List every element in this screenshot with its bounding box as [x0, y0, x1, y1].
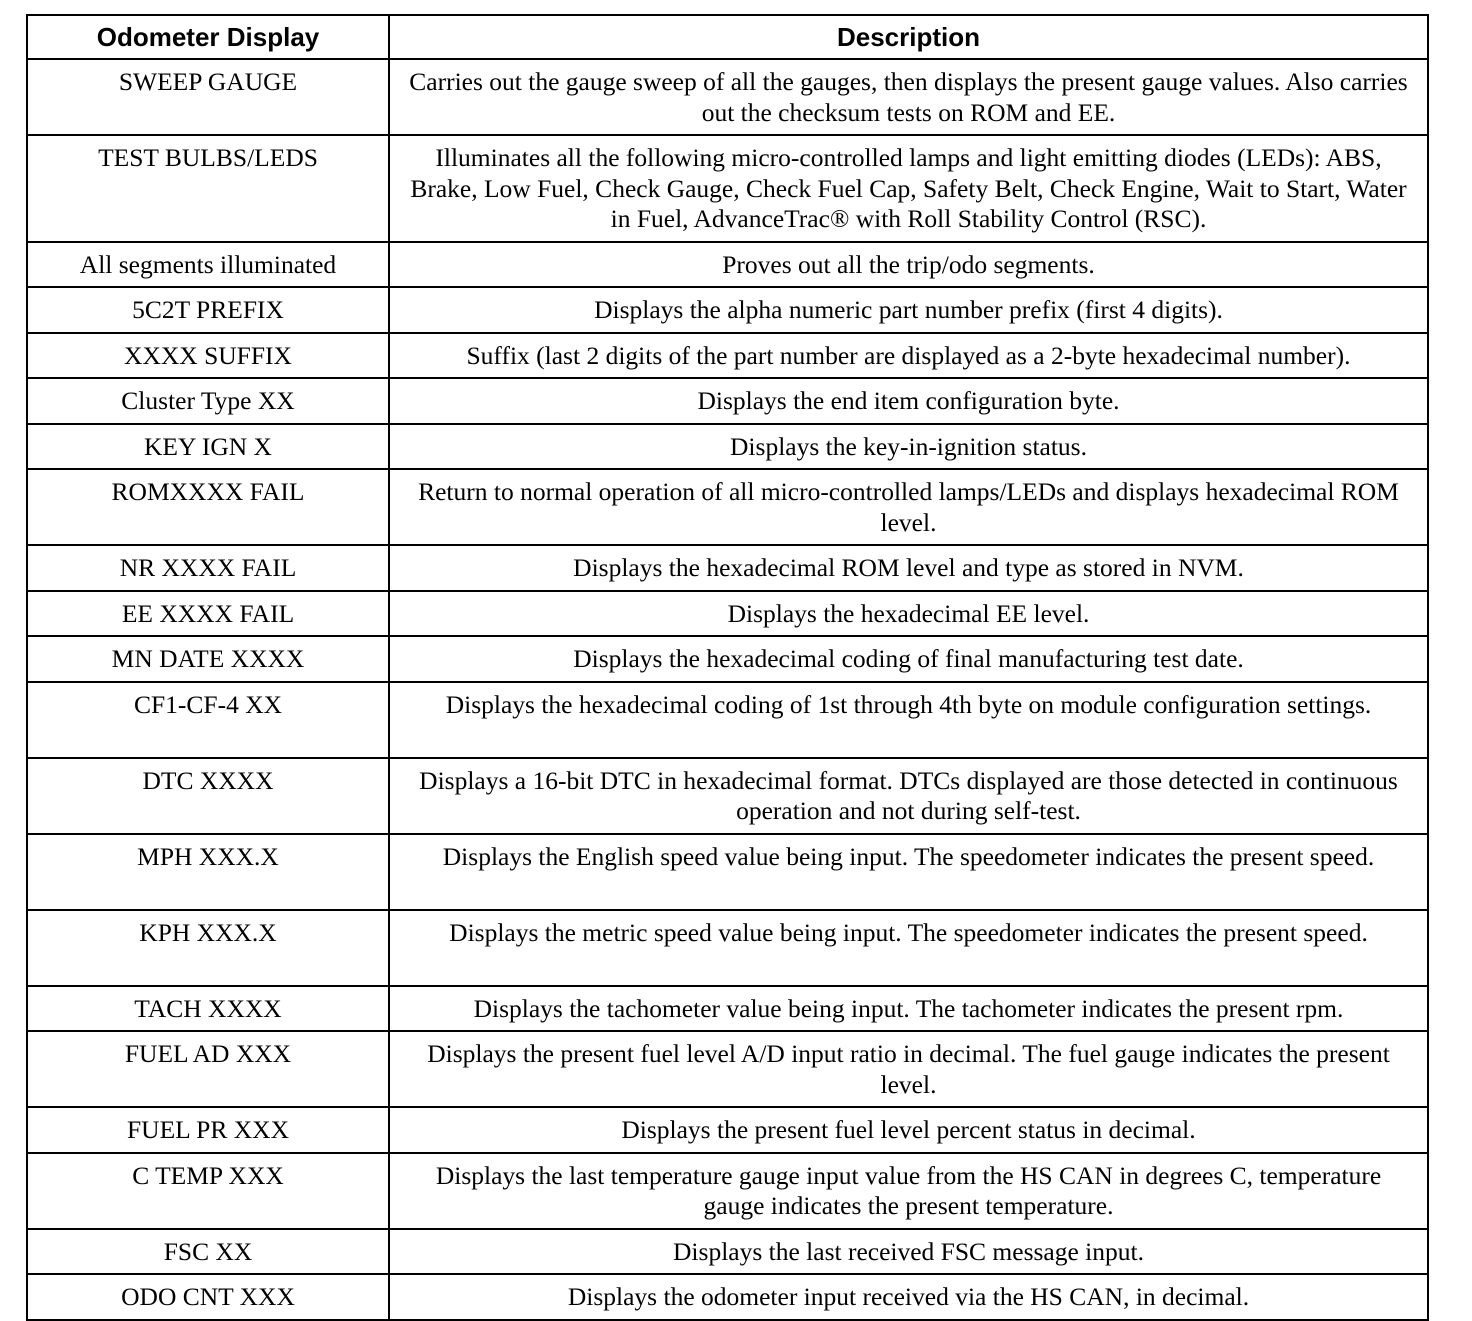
odometer-table-container: [26, 14, 1427, 1321]
odometer-display-cell: MN DATE XXXX: [27, 636, 389, 682]
odometer-display-cell: TEST BULBS/LEDS: [27, 135, 389, 242]
table-row: [27, 333, 1428, 379]
description-cell: Displays the English speed value being input. The speedometer indicates the present speed.: [389, 834, 1428, 910]
description-cell: Displays the hexadecimal coding of final manufacturing test date.: [389, 636, 1428, 682]
odometer-display-cell: FSC XX: [27, 1229, 389, 1275]
odometer-display-cell: EE XXXX FAIL: [27, 591, 389, 637]
description-cell: Displays the last temperature gauge input value from the HS CAN in degrees C, temperature gauge indicates the present temperature.: [389, 1153, 1428, 1229]
odometer-display-cell: 5C2T PREFIX: [27, 287, 389, 333]
table-row: [27, 242, 1428, 288]
table-row: [27, 1274, 1428, 1320]
description-cell: Displays the present fuel level percent status in decimal.: [389, 1107, 1428, 1153]
table-row: [27, 135, 1428, 242]
description-cell: Displays the tachometer value being input. The tachometer indicates the present rpm.: [389, 986, 1428, 1032]
odometer-display-cell: KPH XXX.X: [27, 910, 389, 986]
description-cell: Displays the hexadecimal EE level.: [389, 591, 1428, 637]
table-row: [27, 424, 1428, 470]
description-cell: Displays the metric speed value being input. The speedometer indicates the present speed.: [389, 910, 1428, 986]
odometer-display-cell: C TEMP XXX: [27, 1153, 389, 1229]
table-row: [27, 545, 1428, 591]
table-row: [27, 591, 1428, 637]
table-row: [27, 682, 1428, 758]
table-row: [27, 1031, 1428, 1107]
description-cell: Displays the key-in-ignition status.: [389, 424, 1428, 470]
table-row: [27, 986, 1428, 1032]
description-cell: Displays the end item configuration byte.: [389, 378, 1428, 424]
odometer-display-table: [26, 14, 1429, 1321]
description-cell: Illuminates all the following micro-controlled lamps and light emitting diodes (LEDs): ABS, Brake, Low Fuel, Check Gauge, Check Fuel Cap, Safety Belt, Check Engine, Wait to Start, Water in Fuel, AdvanceTrac® with Roll Stability Control (RSC).: [389, 135, 1428, 242]
description-cell: Displays the hexadecimal ROM level and type as stored in NVM.: [389, 545, 1428, 591]
odometer-display-cell: All segments illuminated: [27, 242, 389, 288]
odometer-display-cell: FUEL PR XXX: [27, 1107, 389, 1153]
odometer-display-cell: CF1-CF-4 XX: [27, 682, 389, 758]
description-cell: Displays the odometer input received via the HS CAN, in decimal.: [389, 1274, 1428, 1320]
description-cell: Return to normal operation of all micro-controlled lamps/LEDs and displays hexadecimal ROM level.: [389, 469, 1428, 545]
table-row: [27, 1107, 1428, 1153]
table-header-row: [27, 15, 1428, 59]
description-cell: Displays the alpha numeric part number prefix (first 4 digits).: [389, 287, 1428, 333]
description-cell: Displays the present fuel level A/D input ratio in decimal. The fuel gauge indicates the present level.: [389, 1031, 1428, 1107]
odometer-display-cell: FUEL AD XXX: [27, 1031, 389, 1107]
description-cell: Carries out the gauge sweep of all the gauges, then displays the present gauge values. Also carries out the checksum tests on ROM and EE.: [389, 59, 1428, 135]
odometer-display-cell: SWEEP GAUGE: [27, 59, 389, 135]
description-cell: Displays the last received FSC message input.: [389, 1229, 1428, 1275]
table-row: [27, 469, 1428, 545]
description-cell: Displays a 16-bit DTC in hexadecimal format. DTCs displayed are those detected in continuous operation and not during self-test.: [389, 758, 1428, 834]
odometer-display-cell: TACH XXXX: [27, 986, 389, 1032]
table-row: [27, 59, 1428, 135]
odometer-display-cell: MPH XXX.X: [27, 834, 389, 910]
odometer-display-cell: KEY IGN X: [27, 424, 389, 470]
header-description: Description: [389, 15, 1428, 59]
odometer-display-cell: XXXX SUFFIX: [27, 333, 389, 379]
table-row: [27, 834, 1428, 910]
odometer-display-cell: ROMXXXX FAIL: [27, 469, 389, 545]
table-row: [27, 378, 1428, 424]
table-row: [27, 287, 1428, 333]
table-row: [27, 636, 1428, 682]
table-row: [27, 1153, 1428, 1229]
odometer-display-cell: Cluster Type XX: [27, 378, 389, 424]
header-odometer-display: Odometer Display: [27, 15, 389, 59]
table-row: [27, 1229, 1428, 1275]
table-row: [27, 758, 1428, 834]
description-cell: Proves out all the trip/odo segments.: [389, 242, 1428, 288]
description-cell: Suffix (last 2 digits of the part number are displayed as a 2-byte hexadecimal number).: [389, 333, 1428, 379]
table-row: [27, 910, 1428, 986]
description-cell: Displays the hexadecimal coding of 1st through 4th byte on module configuration settings.: [389, 682, 1428, 758]
odometer-display-cell: DTC XXXX: [27, 758, 389, 834]
odometer-display-cell: ODO CNT XXX: [27, 1274, 389, 1320]
odometer-display-cell: NR XXXX FAIL: [27, 545, 389, 591]
